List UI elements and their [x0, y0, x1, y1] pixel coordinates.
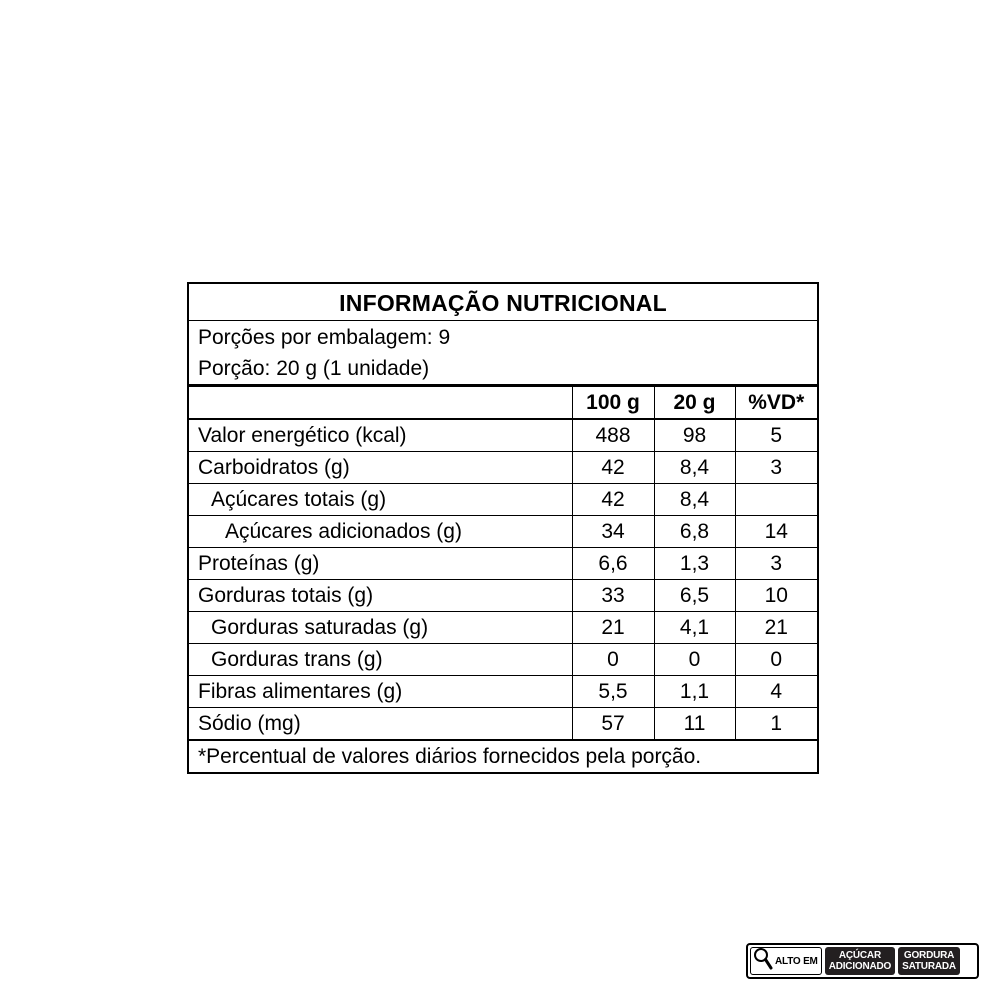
value-daily — [735, 484, 817, 516]
value-serving: 8,4 — [654, 484, 735, 516]
table-row — [189, 452, 817, 484]
column-header-nutrient — [189, 387, 572, 419]
column-header-serving: 20 g — [654, 387, 735, 419]
table-header-row — [189, 387, 817, 419]
value-100g: 33 — [572, 580, 654, 612]
value-100g: 34 — [572, 516, 654, 548]
value-daily: 0 — [735, 644, 817, 676]
magnifier-icon — [753, 947, 773, 976]
table-row — [189, 612, 817, 644]
nutrition-facts-table — [187, 282, 819, 774]
value-daily: 5 — [735, 419, 817, 452]
warning-head — [750, 947, 822, 975]
warning-line: GORDURA — [903, 950, 955, 961]
warning-head-label: ALTO EM — [775, 955, 818, 967]
nutrient-label: Carboidratos (g) — [189, 452, 572, 484]
nutrient-label: Proteínas (g) — [189, 548, 572, 580]
nutrient-table — [189, 387, 817, 741]
value-serving: 0 — [654, 644, 735, 676]
value-serving: 8,4 — [654, 452, 735, 484]
value-serving: 1,3 — [654, 548, 735, 580]
value-100g: 5,5 — [572, 676, 654, 708]
nutrient-label: Açúcares adicionados (g) — [189, 516, 572, 548]
value-daily: 1 — [735, 708, 817, 741]
value-serving: 11 — [654, 708, 735, 741]
column-header-daily-value: %VD* — [735, 387, 817, 419]
value-daily: 21 — [735, 612, 817, 644]
value-daily: 4 — [735, 676, 817, 708]
nutrient-label: Fibras alimentares (g) — [189, 676, 572, 708]
value-daily: 10 — [735, 580, 817, 612]
nutrient-label: Gorduras trans (g) — [189, 644, 572, 676]
value-serving: 6,5 — [654, 580, 735, 612]
warning-line: ADICIONADO — [828, 961, 892, 972]
value-100g: 6,6 — [572, 548, 654, 580]
nutrition-title: INFORMAÇÃO NUTRICIONAL — [189, 284, 817, 321]
value-serving: 6,8 — [654, 516, 735, 548]
nutrient-label: Gorduras saturadas (g) — [189, 612, 572, 644]
value-100g: 42 — [572, 452, 654, 484]
value-serving: 1,1 — [654, 676, 735, 708]
warning-line: AÇÚCAR — [838, 950, 881, 961]
warning-saturated-fat — [898, 947, 960, 975]
value-100g: 57 — [572, 708, 654, 741]
warning-line: SATURADA — [902, 961, 956, 972]
nutrient-label: Gorduras totais (g) — [189, 580, 572, 612]
value-100g: 21 — [572, 612, 654, 644]
front-warning-label — [746, 943, 979, 979]
table-row — [189, 644, 817, 676]
nutrient-label: Açúcares totais (g) — [189, 484, 572, 516]
serving-size: Porção: 20 g (1 unidade) — [198, 357, 430, 380]
nutrient-label: Valor energético (kcal) — [189, 419, 572, 452]
table-row — [189, 580, 817, 612]
daily-value-footnote: *Percentual de valores diários fornecidos pela porção. — [198, 745, 702, 768]
column-header-100g: 100 g — [572, 387, 654, 419]
value-100g: 0 — [572, 644, 654, 676]
value-100g: 42 — [572, 484, 654, 516]
servings-per-package: Porções por embalagem: 9 — [198, 326, 451, 349]
value-serving: 4,1 — [654, 612, 735, 644]
portion-info — [189, 321, 817, 387]
table-row — [189, 419, 817, 452]
table-row — [189, 548, 817, 580]
table-row — [189, 484, 817, 516]
table-row — [189, 676, 817, 708]
value-daily: 14 — [735, 516, 817, 548]
nutrient-label: Sódio (mg) — [189, 708, 572, 741]
value-daily: 3 — [735, 548, 817, 580]
value-daily: 3 — [735, 452, 817, 484]
table-row — [189, 708, 817, 741]
warning-added-sugar — [825, 947, 895, 975]
table-row — [189, 516, 817, 548]
value-100g: 488 — [572, 419, 654, 452]
value-serving: 98 — [654, 419, 735, 452]
